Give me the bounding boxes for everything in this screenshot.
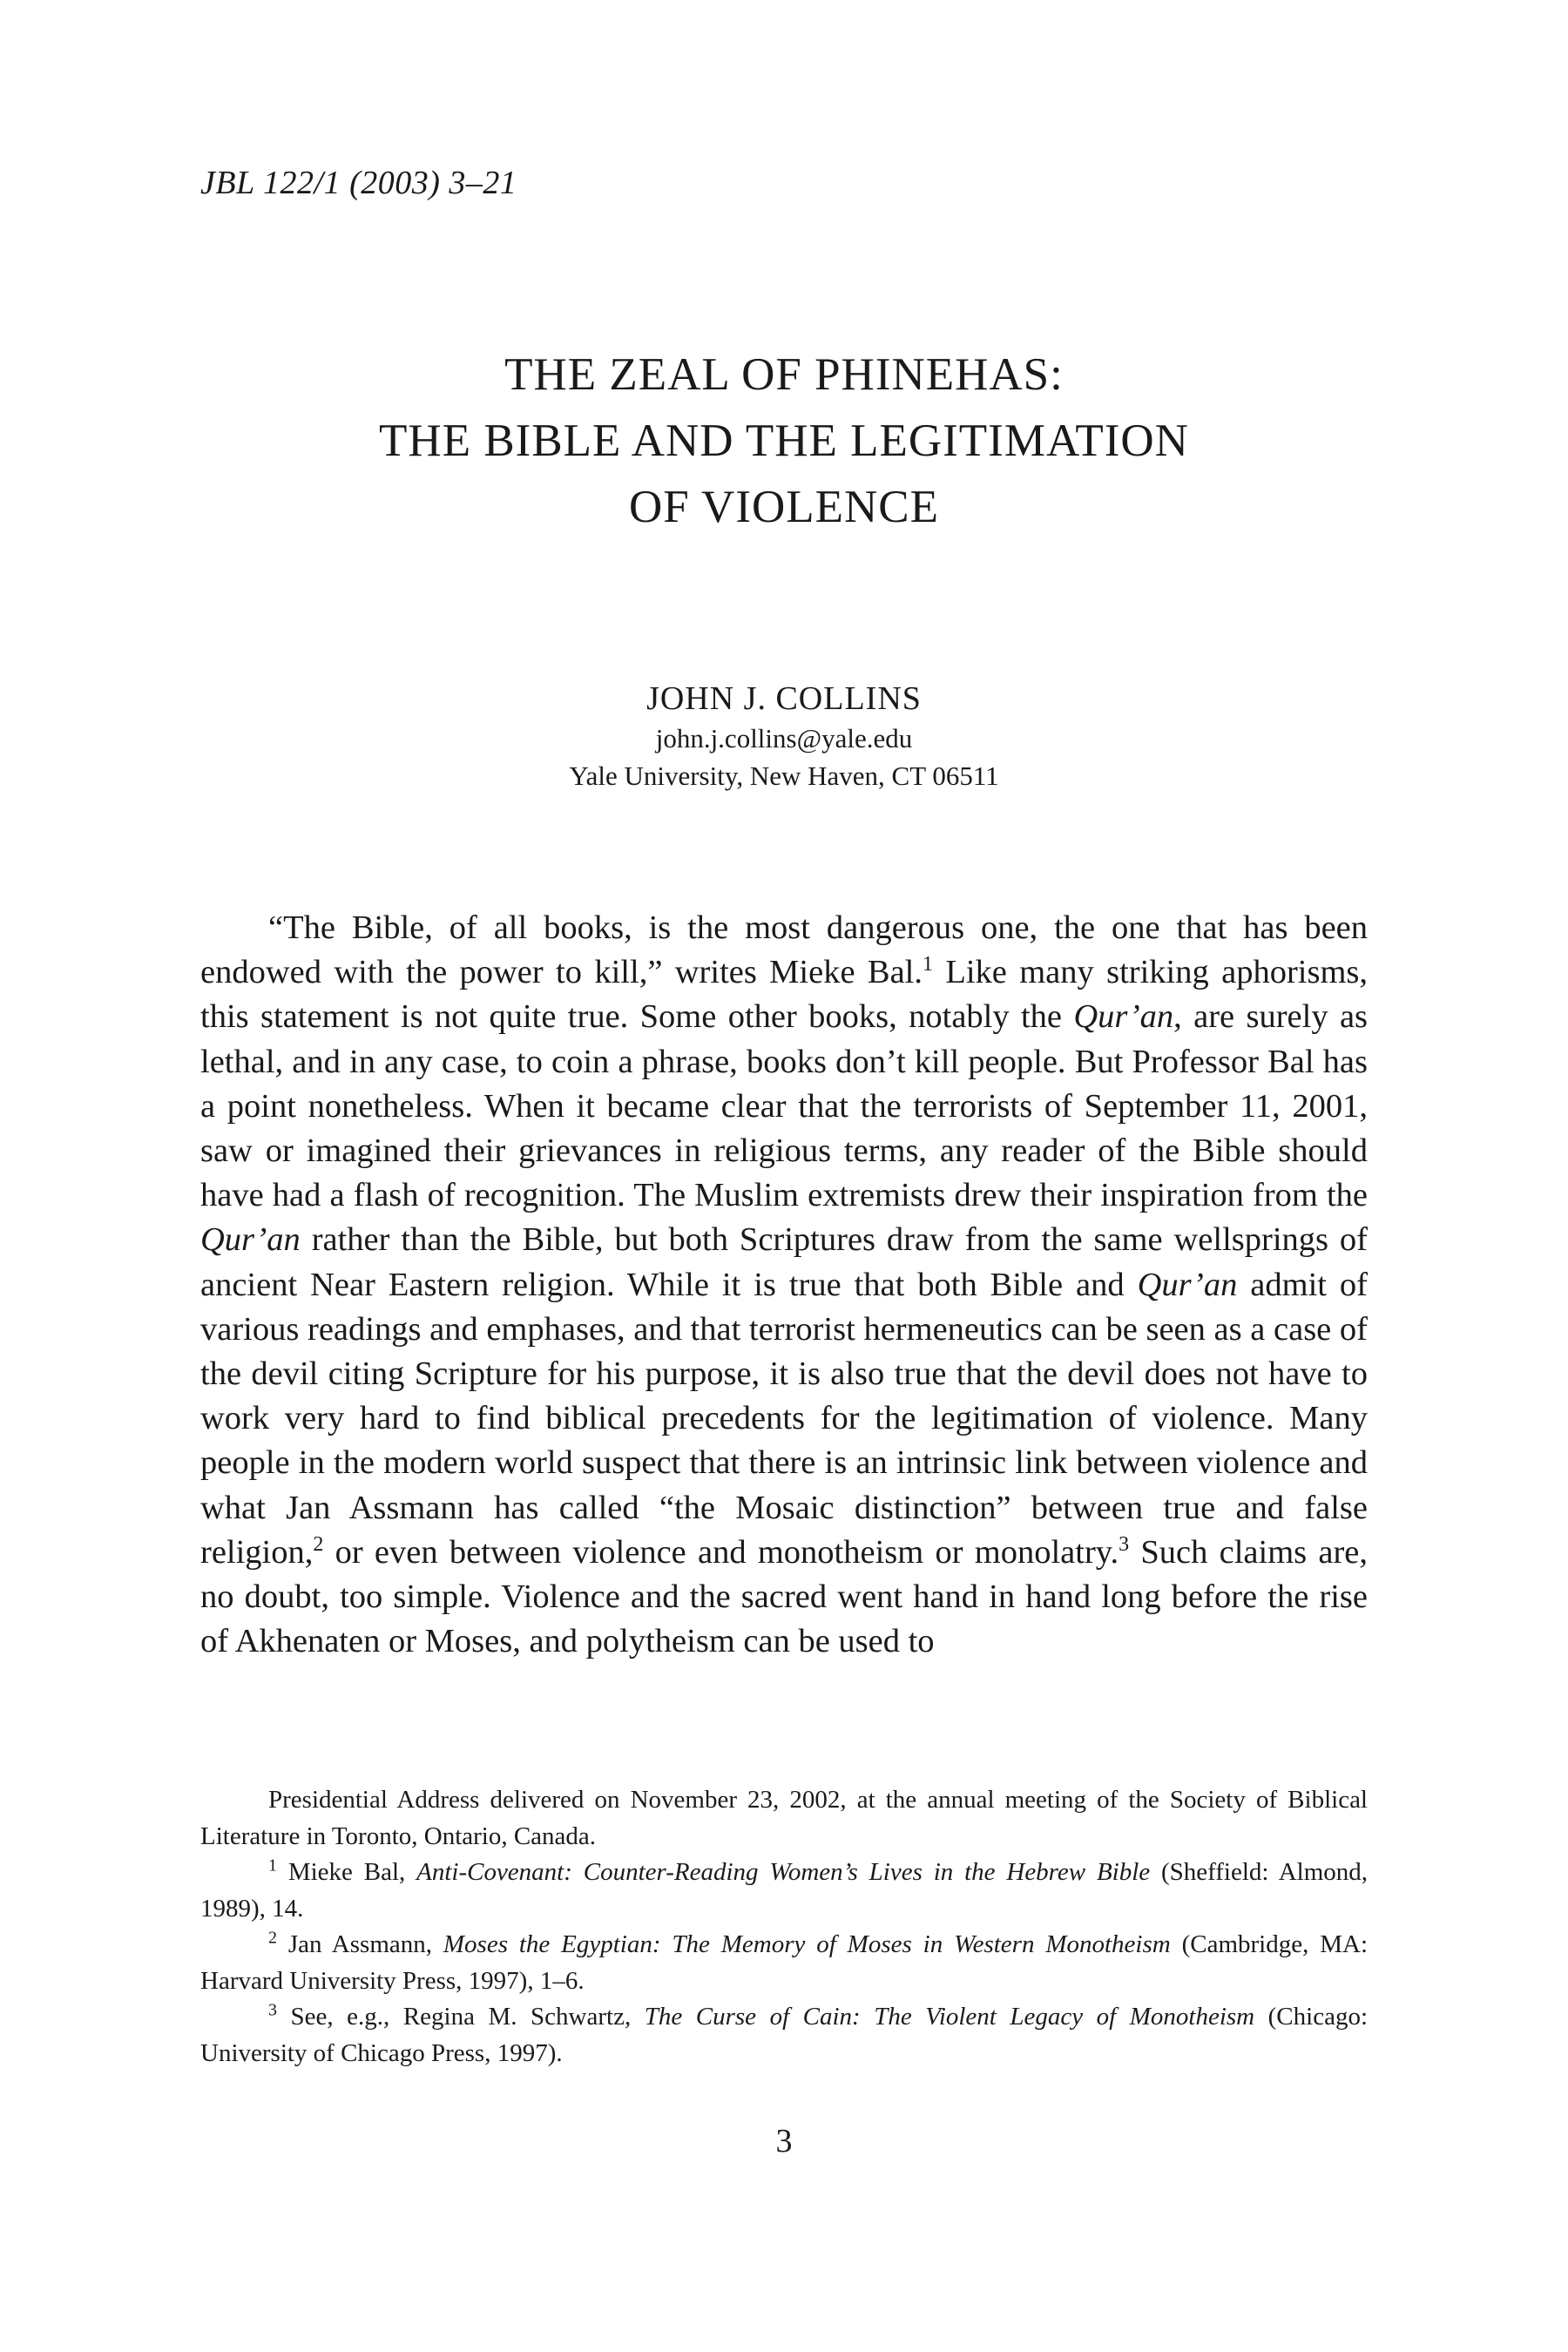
quran-term: Qur’an (200, 1221, 301, 1259)
body-text-segment: Like many striking aphorisms, this statement is not quite true. Some other books, notably the (200, 954, 1368, 1036)
author-affiliation: Yale University, New Haven, CT 06511 (569, 760, 999, 791)
title-line-3: OF VIOLENCE (629, 482, 939, 532)
footnote-text: Jan Assmann, (277, 1930, 443, 1958)
footnote-book-title: Anti-Covenant: Counter-Reading Women’s Lives in the Hebrew Bible (416, 1858, 1151, 1886)
footnote-text: Mieke Bal, (277, 1858, 417, 1886)
footnote-book-title: Moses the Egyptian: The Memory of Moses in Western Monotheism (443, 1930, 1171, 1958)
footnote-presidential: Presidential Address delivered on November 23, 2002, at the annual meeting of the Society of Biblical Literature in Toronto, Ontario, Canada. (200, 1786, 1368, 1850)
body-text-segment: or even between violence and monotheism or monolatry. (323, 1533, 1119, 1571)
footnote-number: 2 (268, 1928, 277, 1948)
body-text-segment: admit of various readings and emphases, and that terrorist hermeneutics can be seen as a case of the devil citing Scripture for his purpose, it is also true that the devil does not have to work very hard to find biblical precedents for the legitimation of violence. Many people in the modern world suspect that there is an intrinsic link between violence and what Jan Assmann has called “the Mosaic distinction” between true and false religion, (200, 1266, 1368, 1571)
footnote-ref-2: 2 (313, 1533, 324, 1557)
footnote-number: 1 (268, 1855, 277, 1876)
footnote-book-title: The Curse of Cain: The Violent Legacy of Monotheism (644, 2003, 1255, 2031)
footnote-text: (Cambridge, MA: Harvard University Press, 1997), 1–6. (200, 1930, 1368, 1995)
running-head: JBL 122/1 (2003) 3–21 (200, 165, 517, 201)
footnote-ref-1: 1 (922, 953, 933, 977)
title-line-1: THE ZEAL OF PHINEHAS: (504, 349, 1064, 400)
footnote-1 (200, 1855, 1368, 1927)
footnote-text: See, e.g., Regina M. Schwartz, (277, 2003, 645, 2031)
title-line-2: THE BIBLE AND THE LEGITIMATION (379, 416, 1189, 466)
footnote-text: (Chicago: University of Chicago Press, 1997). (200, 2003, 1369, 2067)
article-title (200, 341, 1368, 540)
body-text-segment: “The Bible, of all books, is the most dangerous one, the one that has been endowed with the power to kill,” writes Mieke Bal. (200, 909, 1368, 991)
footnote-ref-3: 3 (1119, 1533, 1130, 1557)
page-number: 3 (775, 2123, 793, 2159)
footnote-number: 3 (268, 2000, 277, 2020)
body-text-segment: Such claims are, no doubt, too simple. Violence and the sacred went hand in hand long before the rise of Akhenaten or Moses, and polytheism can be used to (200, 1533, 1368, 1660)
body-paragraph (200, 906, 1368, 1664)
quran-term: Qur’an (1137, 1266, 1238, 1303)
footnote-2 (200, 1927, 1368, 1999)
author-email: john.j.collins@yale.edu (655, 723, 913, 754)
footnote-3 (200, 1999, 1368, 2072)
footnote-text: (Sheffield: Almond, 1989), 14. (200, 1858, 1368, 1923)
footnotes (200, 1782, 1368, 2072)
body-text-segment: rather than the Bible, but both Scriptures draw from the same wellsprings of ancient Near Eastern religion. While it is true that both Bible and (200, 1221, 1368, 1303)
quran-term: Qur’an (1073, 998, 1174, 1036)
author-name: JOHN J. COLLINS (646, 680, 922, 717)
author-block (200, 678, 1368, 794)
body-text-segment: , are surely as lethal, and in any case, to coin a phrase, books don’t kill people. But Professor Bal has a point nonetheless. When it became clear that the terrorists of September 11, 2001, saw or imagined their grievances in religious terms, any reader of the Bible should have had a flash of recognition. The Muslim extremists drew their inspiration from the (200, 998, 1369, 1214)
